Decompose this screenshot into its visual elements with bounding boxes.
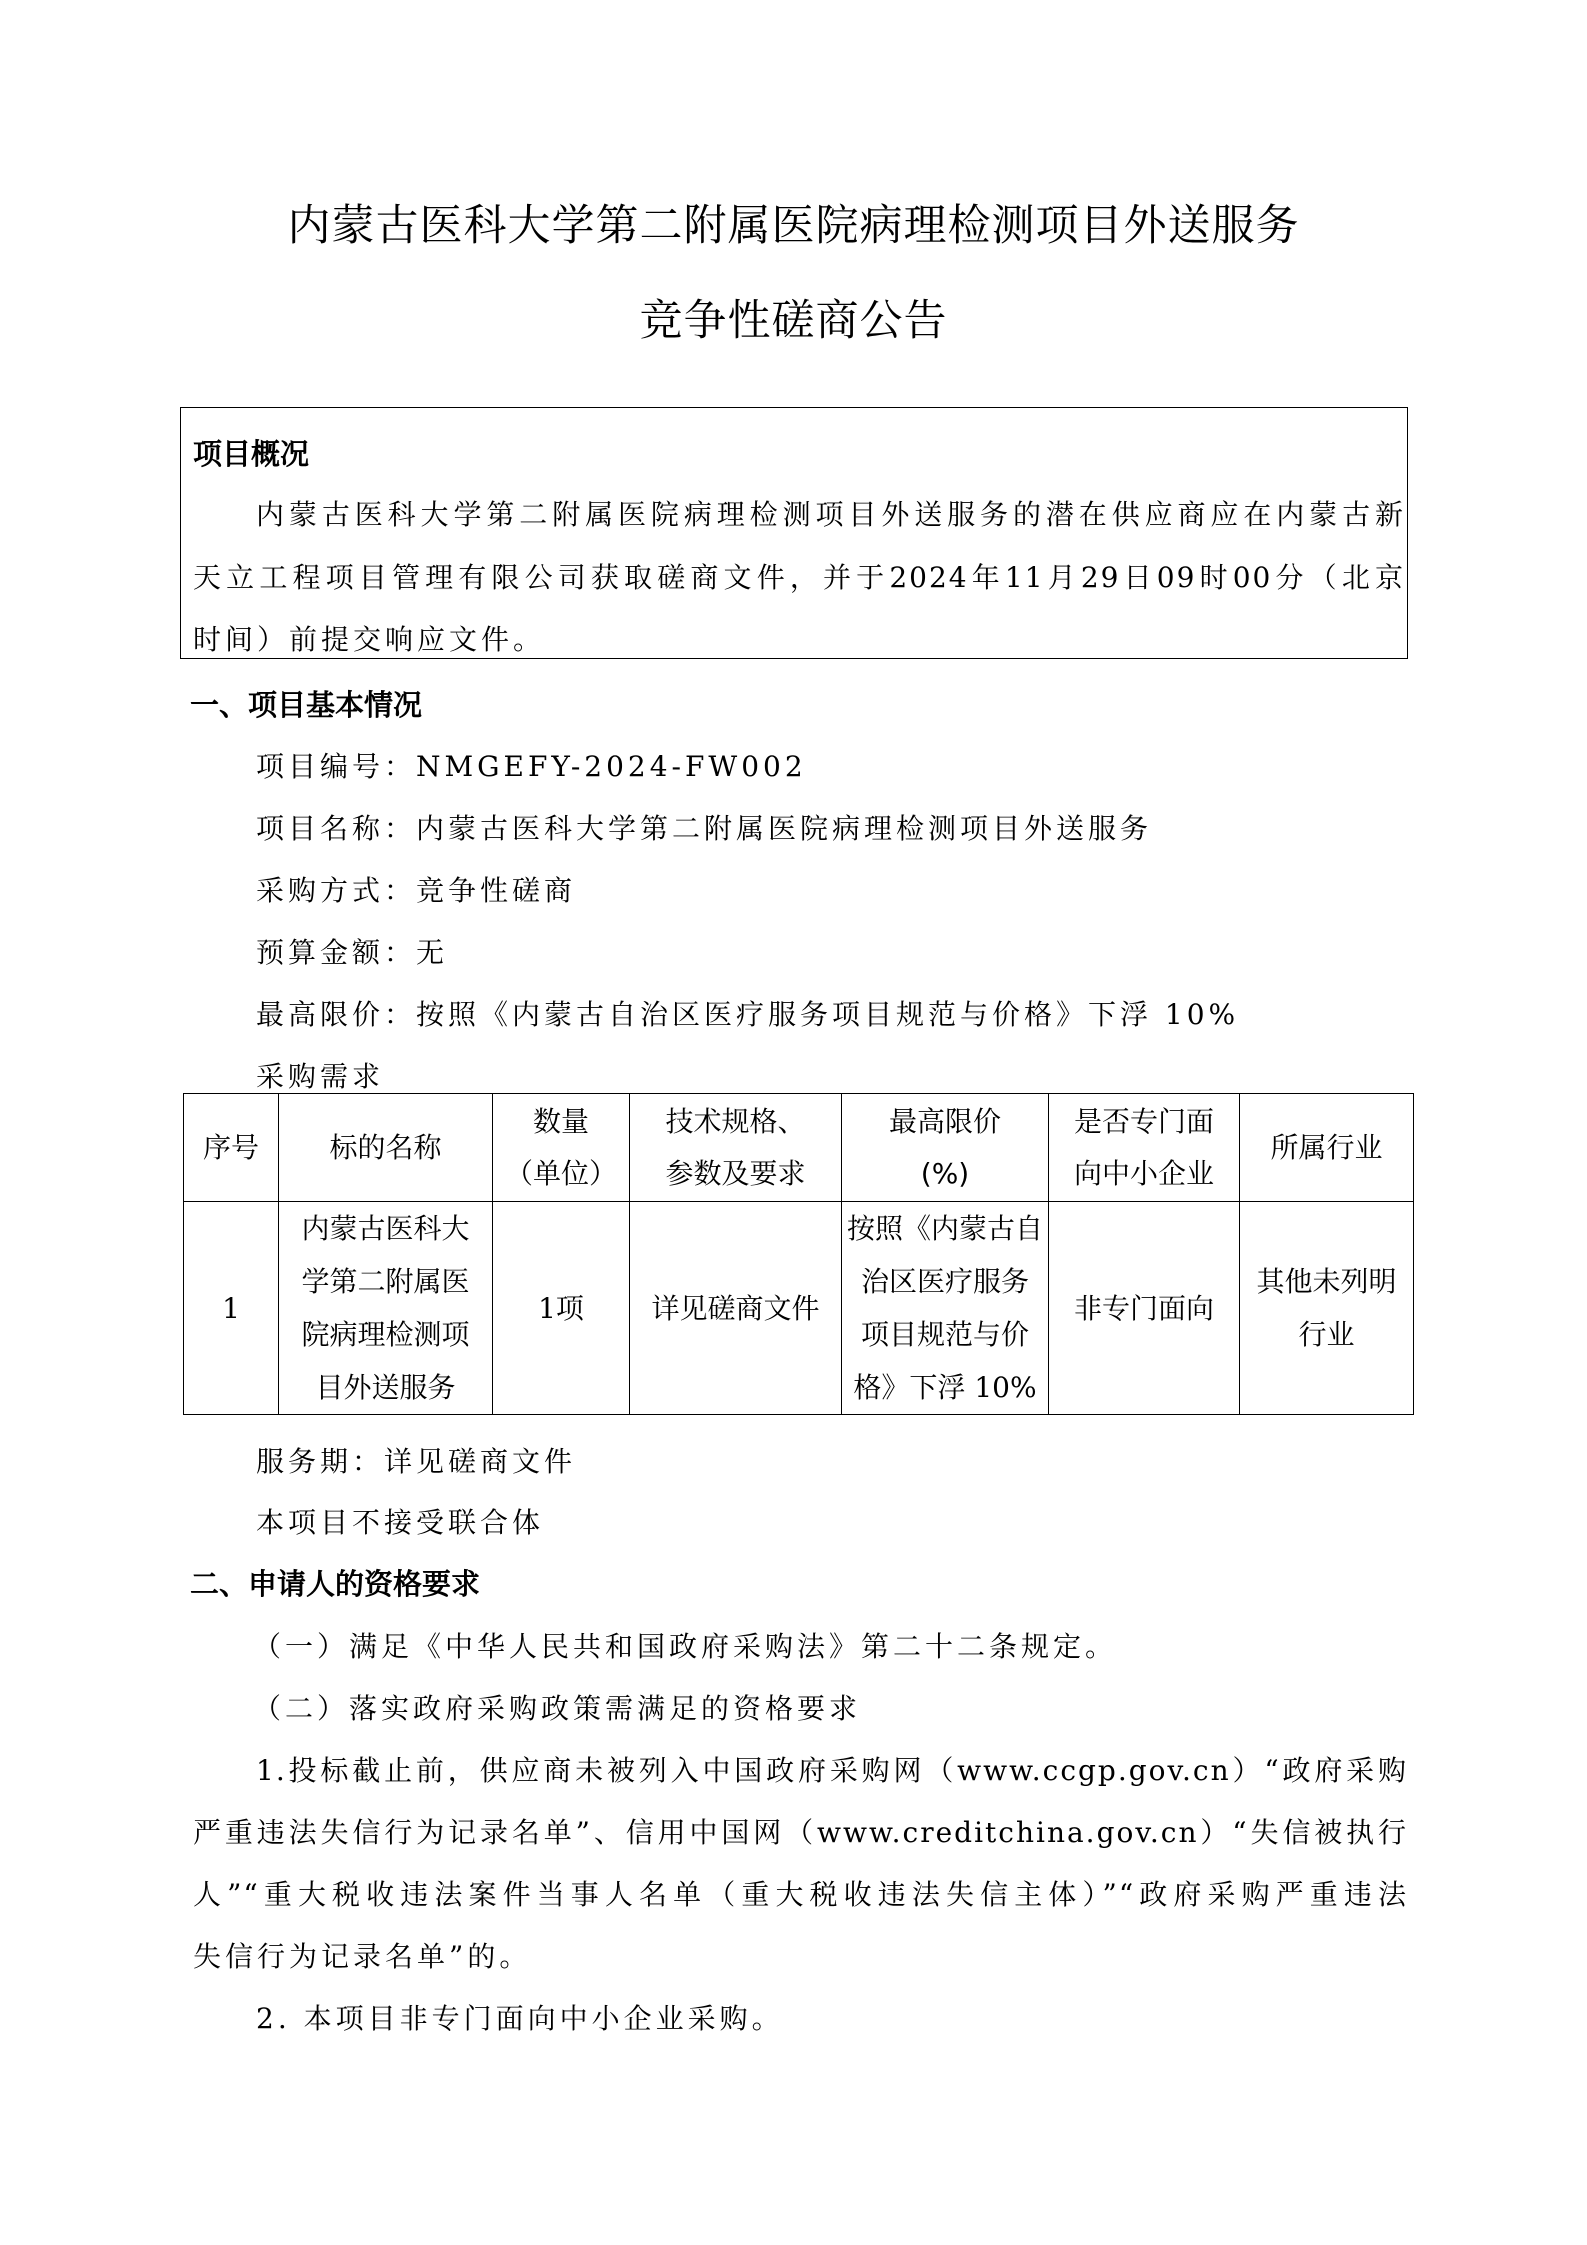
qualification-para1-line1: 1.投标截止前，供应商未被列入中国政府采购网（www.ccgp.gov.cn）“政府采购 — [256, 1754, 1408, 1787]
header-sme: 是否专门面 向中小企业 — [1049, 1094, 1240, 1202]
header-max-price: 最高限价 (%) — [842, 1094, 1049, 1202]
cell-item-name: 内蒙古医科大 学第二附属医 院病理检测项 目外送服务 — [279, 1202, 493, 1415]
overview-line-3: 时间）前提交响应文件。 — [193, 623, 546, 656]
service-period: 服务期：详见磋商文件 — [256, 1445, 577, 1478]
project-number: 项目编号：NMGEFY-2024-FW002 — [256, 750, 807, 783]
header-serial: 序号 — [184, 1094, 279, 1202]
requirements-table — [183, 1093, 1414, 1415]
document-title-line2: 竞争性磋商公告 — [639, 296, 948, 346]
header-quantity: 数量 （单位） — [493, 1094, 630, 1202]
cell-sme: 非专门面向 — [1049, 1202, 1240, 1415]
overview-line-1: 内蒙古医科大学第二附属医院病理检测项目外送服务的潜在供应商应在内蒙古新 — [256, 498, 1405, 531]
budget-amount: 预算金额：无 — [256, 936, 449, 969]
procurement-requirements-label: 采购需求 — [256, 1060, 385, 1093]
qualification-para1-line4: 失信行为记录名单”的。 — [193, 1940, 532, 1973]
cell-specs: 详见磋商文件 — [630, 1202, 842, 1415]
section1-heading: 一、项目基本情况 — [190, 688, 423, 722]
procurement-method: 采购方式：竞争性磋商 — [256, 874, 577, 907]
qualification-para1-line3: 人”“重大税收违法案件当事人名单（重大税收违法失信主体）”“政府采购严重违法 — [193, 1878, 1408, 1911]
cell-max-price: 按照《内蒙古自 治区医疗服务 项目规范与价 格》下浮 10% — [842, 1202, 1049, 1415]
overview-line-2: 天立工程项目管理有限公司获取磋商文件，并于2024年11月29日09时00分（北京 — [193, 561, 1405, 594]
cell-industry: 其他未列明 行业 — [1240, 1202, 1414, 1415]
table-row — [184, 1202, 1414, 1415]
header-industry: 所属行业 — [1240, 1094, 1414, 1202]
qualification-para2: 2. 本项目非专门面向中小企业采购。 — [256, 2002, 784, 2035]
qualification-item-1: （一）满足《中华人民共和国政府采购法》第二十二条规定。 — [253, 1630, 1118, 1663]
qualification-item-2: （二）落实政府采购政策需满足的资格要求 — [253, 1692, 862, 1725]
header-item-name: 标的名称 — [279, 1094, 493, 1202]
overview-heading: 项目概况 — [193, 437, 310, 471]
project-name: 项目名称：内蒙古医科大学第二附属医院病理检测项目外送服务 — [256, 812, 1153, 845]
cell-serial: 1 — [184, 1202, 279, 1415]
section2-heading: 二、申请人的资格要求 — [190, 1567, 481, 1601]
qualification-para1-line2: 严重违法失信行为记录名单”、信用中国网（www.creditchina.gov.cn）“失信被执行 — [193, 1816, 1408, 1849]
cell-quantity: 1项 — [493, 1202, 630, 1415]
no-consortium: 本项目不接受联合体 — [256, 1506, 545, 1539]
header-specs: 技术规格、 参数及要求 — [630, 1094, 842, 1202]
table-header-row — [184, 1094, 1414, 1202]
document-title-line1: 内蒙古医科大学第二附属医院病理检测项目外送服务 — [287, 201, 1300, 251]
price-ceiling: 最高限价：按照《内蒙古自治区医疗服务项目规范与价格》下浮 10% — [256, 998, 1240, 1031]
